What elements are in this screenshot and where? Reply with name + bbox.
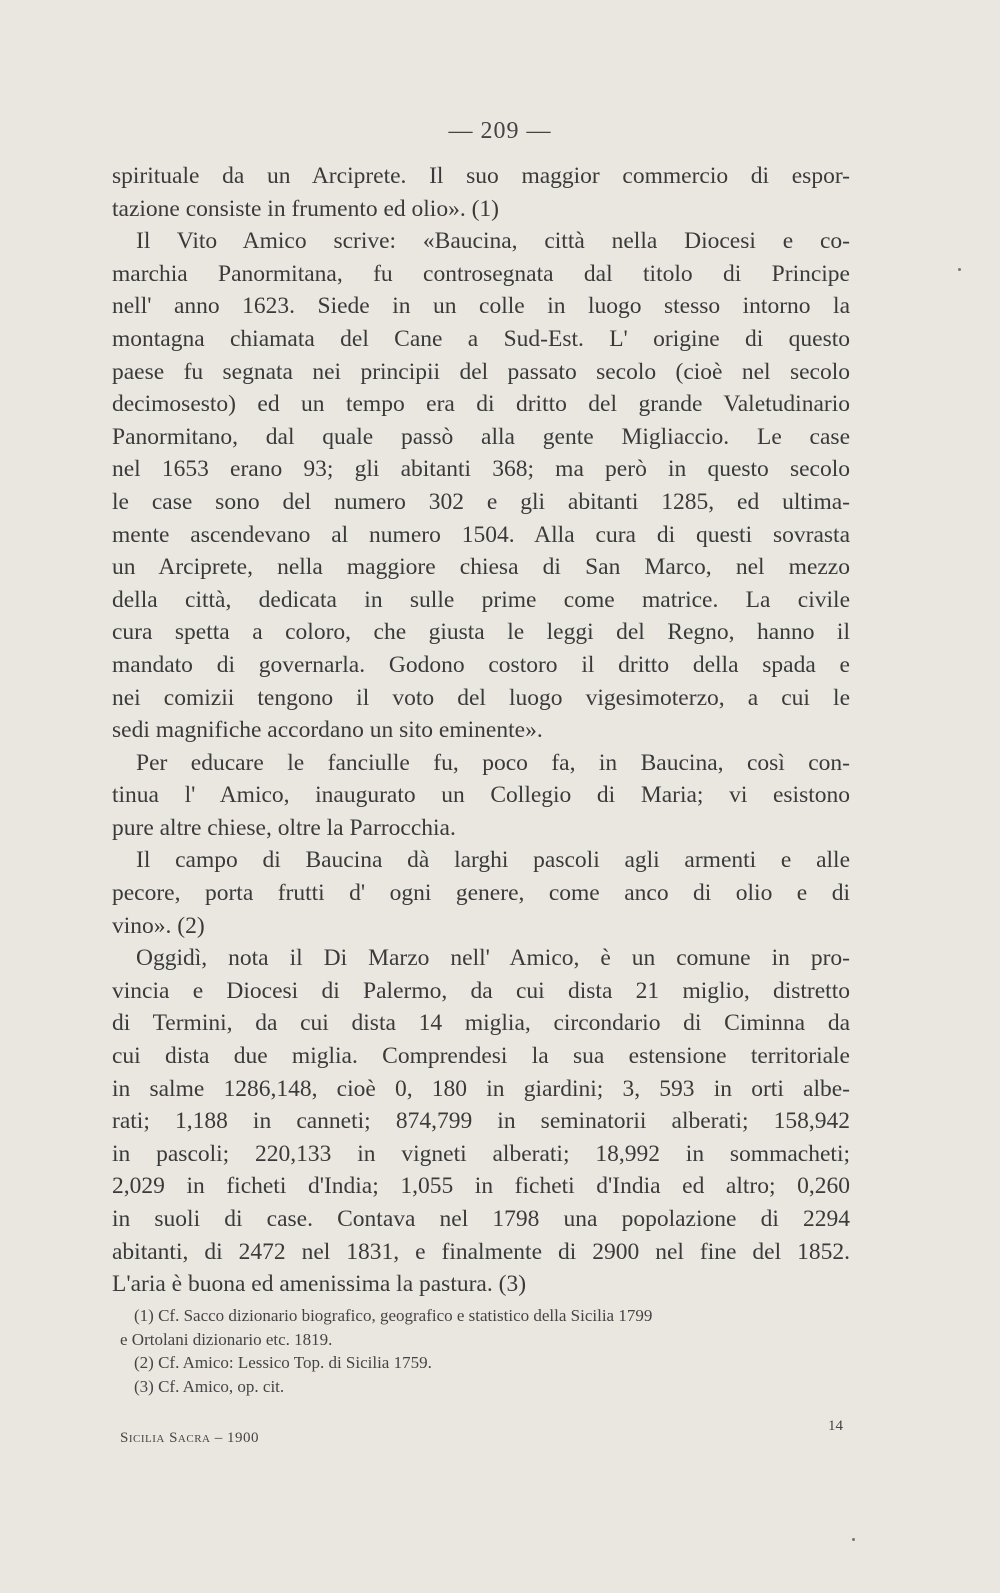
text-line: 2,029 in ficheti d'India; 1,055 in ficheti d'India ed altro; 0,260 (112, 1173, 850, 1200)
footnote: (3) Cf. Amico, op. cit. (134, 1376, 285, 1396)
signature-number: 14 (828, 1418, 843, 1434)
text-line: Oggidì, nota il Di Marzo nell' Amico, è un comune in pro- (136, 945, 850, 972)
text-line: mente ascendevano al numero 1504. Alla cura di questi sovrasta (112, 521, 850, 548)
paper-speck (852, 1538, 855, 1541)
text-line: pecore, porta frutti d' ogni genere, come anco di olio e di (112, 880, 850, 907)
text-line: nell' anno 1623. Siede in un colle in luogo stesso intorno la (112, 293, 850, 320)
text-line: Il campo di Baucina dà larghi pascoli agli armenti e alle (136, 847, 850, 874)
text-line: tazione consiste in frumento ed olio». (1) (112, 195, 499, 222)
footnotes (120, 1304, 860, 1398)
text-line: vino». (2) (112, 912, 205, 939)
text-line: abitanti, di 2472 nel 1831, e finalmente di 2900 nel fine del 1852. (112, 1238, 850, 1265)
body-text (112, 160, 850, 1301)
paper-speck (958, 268, 961, 271)
text-line: mandato di governarla. Godono costoro il dritto della spada e (112, 651, 850, 678)
text-line: spirituale da un Arciprete. Il suo maggior commercio di espor- (112, 163, 850, 189)
text-line: L'aria è buona ed amenissima la pastura. (3) (112, 1271, 527, 1298)
text-line: della città, dedicata in sulle prime come matrice. La civile (112, 586, 850, 613)
text-line: di Termini, da cui dista 14 miglia, circondario di Ciminna da (112, 1010, 850, 1037)
text-line: sedi magnifiche accordano un sito eminente». (112, 717, 543, 744)
text-line: decimosesto) ed un tempo era di dritto del grande Valetudinario (112, 391, 850, 418)
text-line: le case sono del numero 302 e gli abitanti 1285, ed ultima- (112, 488, 850, 515)
text-line: montagna chiamata del Cane a Sud-Est. L' origine di questo (112, 325, 850, 352)
text-line: Il Vito Amico scrive: «Baucina, città nella Diocesi e co- (136, 228, 850, 255)
text-line: nei comizii tengono il voto del luogo vigesimoterzo, a cui le (112, 684, 850, 711)
text-line: in suoli di case. Contava nel 1798 una popolazione di 2294 (112, 1206, 850, 1232)
text-line: Panormitano, dal quale passò alla gente Migliaccio. Le case (112, 423, 850, 450)
page-number: — 209 — (448, 118, 552, 144)
text-line: vincia e Diocesi di Palermo, da cui dista 21 miglio, distretto (112, 977, 850, 1004)
text-line: tinua l' Amico, inaugurato un Collegio di Maria; vi esistono (112, 782, 850, 809)
text-line: pure altre chiese, oltre la Parrocchia. (112, 814, 456, 841)
text-line: rati; 1,188 in canneti; 874,799 in seminatorii alberati; 158,942 (112, 1108, 850, 1135)
text-line: Per educare le fanciulle fu, poco fa, in Baucina, così con- (136, 749, 850, 776)
text-line: cura spetta a coloro, che giusta le leggi del Regno, hanno il (112, 619, 850, 646)
signature-mark: Sicilia Sacra – 1900 (120, 1430, 259, 1446)
footnote: e Ortolani dizionario etc. 1819. (120, 1329, 333, 1349)
text-line: in salme 1286,148, cioè 0, 180 in giardini; 3, 593 in orti albe- (112, 1075, 850, 1102)
footnote: (2) Cf. Amico: Lessico Top. di Sicilia 1759. (134, 1353, 432, 1372)
text-line: marchia Panormitana, fu controsegnata dal titolo di Principe (112, 260, 850, 287)
footnote: (1) Cf. Sacco dizionario biografico, geografico e statistico della Sicilia 1799 (134, 1306, 653, 1325)
text-line: in pascoli; 220,133 in vigneti alberati; 18,992 in sommacheti; (112, 1140, 850, 1167)
text-line: paese fu segnata nei principii del passato secolo (cioè nel secolo (112, 358, 850, 385)
text-line: nel 1653 erano 93; gli abitanti 368; ma però in questo secolo (112, 456, 850, 483)
text-line: cui dista due miglia. Comprendesi la sua estensione territoriale (112, 1043, 850, 1070)
text-line: un Arciprete, nella maggiore chiesa di San Marco, nel mezzo (112, 554, 850, 581)
